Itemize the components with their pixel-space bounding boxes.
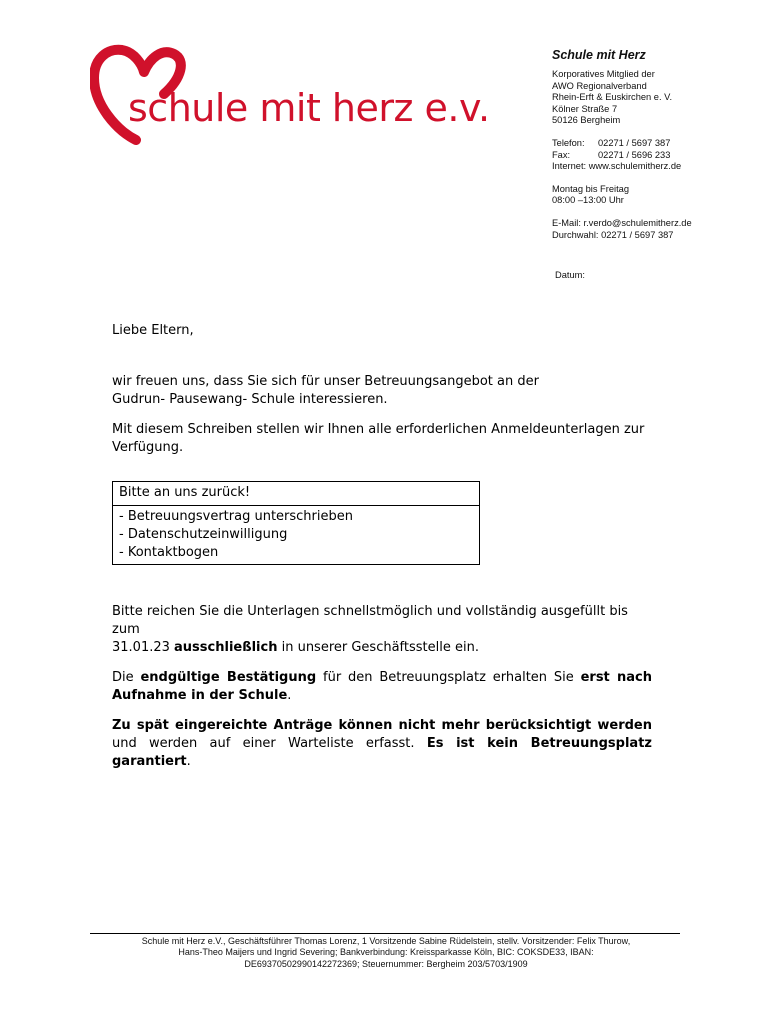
hours-days: Montag bis Freitag — [552, 183, 629, 194]
phone-number: 02271 / 5697 387 — [598, 137, 671, 148]
direct-line: Durchwahl: 02271 / 5697 387 — [552, 229, 674, 240]
confirmation-end: . — [287, 688, 292, 703]
logo — [90, 42, 520, 146]
date-label: Datum: — [555, 270, 585, 280]
checklist-item: - Kontaktbogen — [119, 545, 219, 560]
confirmation-emphasis: endgültige Bestätigung — [140, 670, 317, 685]
address-line: 50126 Bergheim — [552, 115, 621, 126]
address-line: Rhein-Erft & Euskirchen e. V. — [552, 92, 673, 103]
phone-row — [552, 138, 762, 150]
email-block — [552, 218, 762, 241]
footer-line: Schule mit Herz e.V., Geschäftsführer Thomas Lorenz, 1 Vorsitzende Sabine Rüdelstein, stellv. Vorsitzender: Felix Thurow, — [141, 936, 631, 946]
logo-wordmark: schule mit herz e.v. — [128, 86, 490, 130]
phone-label: Telefon: — [552, 137, 585, 148]
email-line: E-Mail: r.verdo@schulemitherz.de — [552, 217, 692, 228]
checklist-title: Bitte an uns zurück! — [113, 482, 479, 506]
footer — [80, 936, 692, 970]
intro-line: Gudrun- Pausewang- Schule interessieren. — [112, 392, 388, 407]
footer-line: DE69370502990142272369; Steuernummer: Bergheim 203/5703/1909 — [244, 958, 528, 969]
address-line: AWO Regionalverband — [552, 80, 647, 91]
documents-paragraph — [112, 421, 652, 457]
sender-address — [552, 69, 762, 127]
fax-row — [552, 150, 762, 162]
no-guarantee-warning: Es ist kein Betreuungsplatz garantiert — [112, 736, 652, 769]
office-hours — [552, 184, 762, 207]
hours-time: 08:00 –13:00 Uhr — [552, 195, 624, 206]
late-warning: Zu spät eingereichte Anträge können nicht mehr berücksichtigt werden — [112, 718, 652, 733]
confirmation-text: Die — [112, 670, 134, 685]
salutation: Liebe Eltern, — [112, 323, 194, 338]
return-checklist-box — [112, 481, 480, 565]
sender-title: Schule mit Herz — [552, 48, 646, 62]
confirmation-paragraph — [112, 669, 652, 705]
deadline-text: Bitte reichen Sie die Unterlagen schnellstmöglich und vollständig ausgefüllt bis zum — [112, 604, 628, 637]
sender-block — [552, 47, 762, 252]
documents-line: Mit diesem Schreiben stellen wir Ihnen alle erforderlichen Anmeldeunterlagen zur — [112, 422, 645, 437]
deadline-text: in unserer Geschäftsstelle ein. — [281, 640, 479, 655]
sender-contact — [552, 138, 762, 173]
deadline-date: 31.01.23 — [112, 640, 170, 655]
letter-body — [112, 322, 652, 783]
confirmation-emphasis: erst nach Aufnahme in der Schule — [112, 670, 652, 703]
checklist-item: - Betreuungsvertrag unterschrieben — [119, 509, 353, 524]
checklist-items — [113, 506, 479, 564]
address-line: Korporatives Mitglied der — [552, 69, 655, 79]
internet-row: Internet: www.schulemitherz.de — [552, 161, 682, 172]
late-applications-paragraph — [112, 717, 652, 771]
footer-line: Hans-Theo Maijers und Ingrid Severing; Bankverbindung: Kreissparkasse Köln, BIC: COKSDE33, IBAN: — [178, 947, 594, 958]
checklist-item: - Datenschutzeinwilligung — [119, 527, 288, 542]
footer-divider — [90, 933, 680, 934]
documents-line: Verfügung. — [112, 440, 184, 455]
late-end: . — [186, 754, 191, 769]
fax-label: Fax: — [552, 149, 571, 160]
confirmation-text: für den Betreuungsplatz erhalten Sie — [323, 670, 574, 685]
intro-line: wir freuen uns, dass Sie sich für unser Betreuungsangebot an der — [112, 374, 539, 389]
deadline-paragraph — [112, 603, 652, 657]
deadline-emphasis: ausschließlich — [174, 640, 278, 655]
intro-paragraph — [112, 373, 652, 409]
late-text: und werden auf einer Warteliste erfasst. — [112, 736, 415, 751]
fax-number: 02271 / 5696 233 — [598, 149, 671, 160]
address-line: Kölner Straße 7 — [552, 103, 618, 114]
